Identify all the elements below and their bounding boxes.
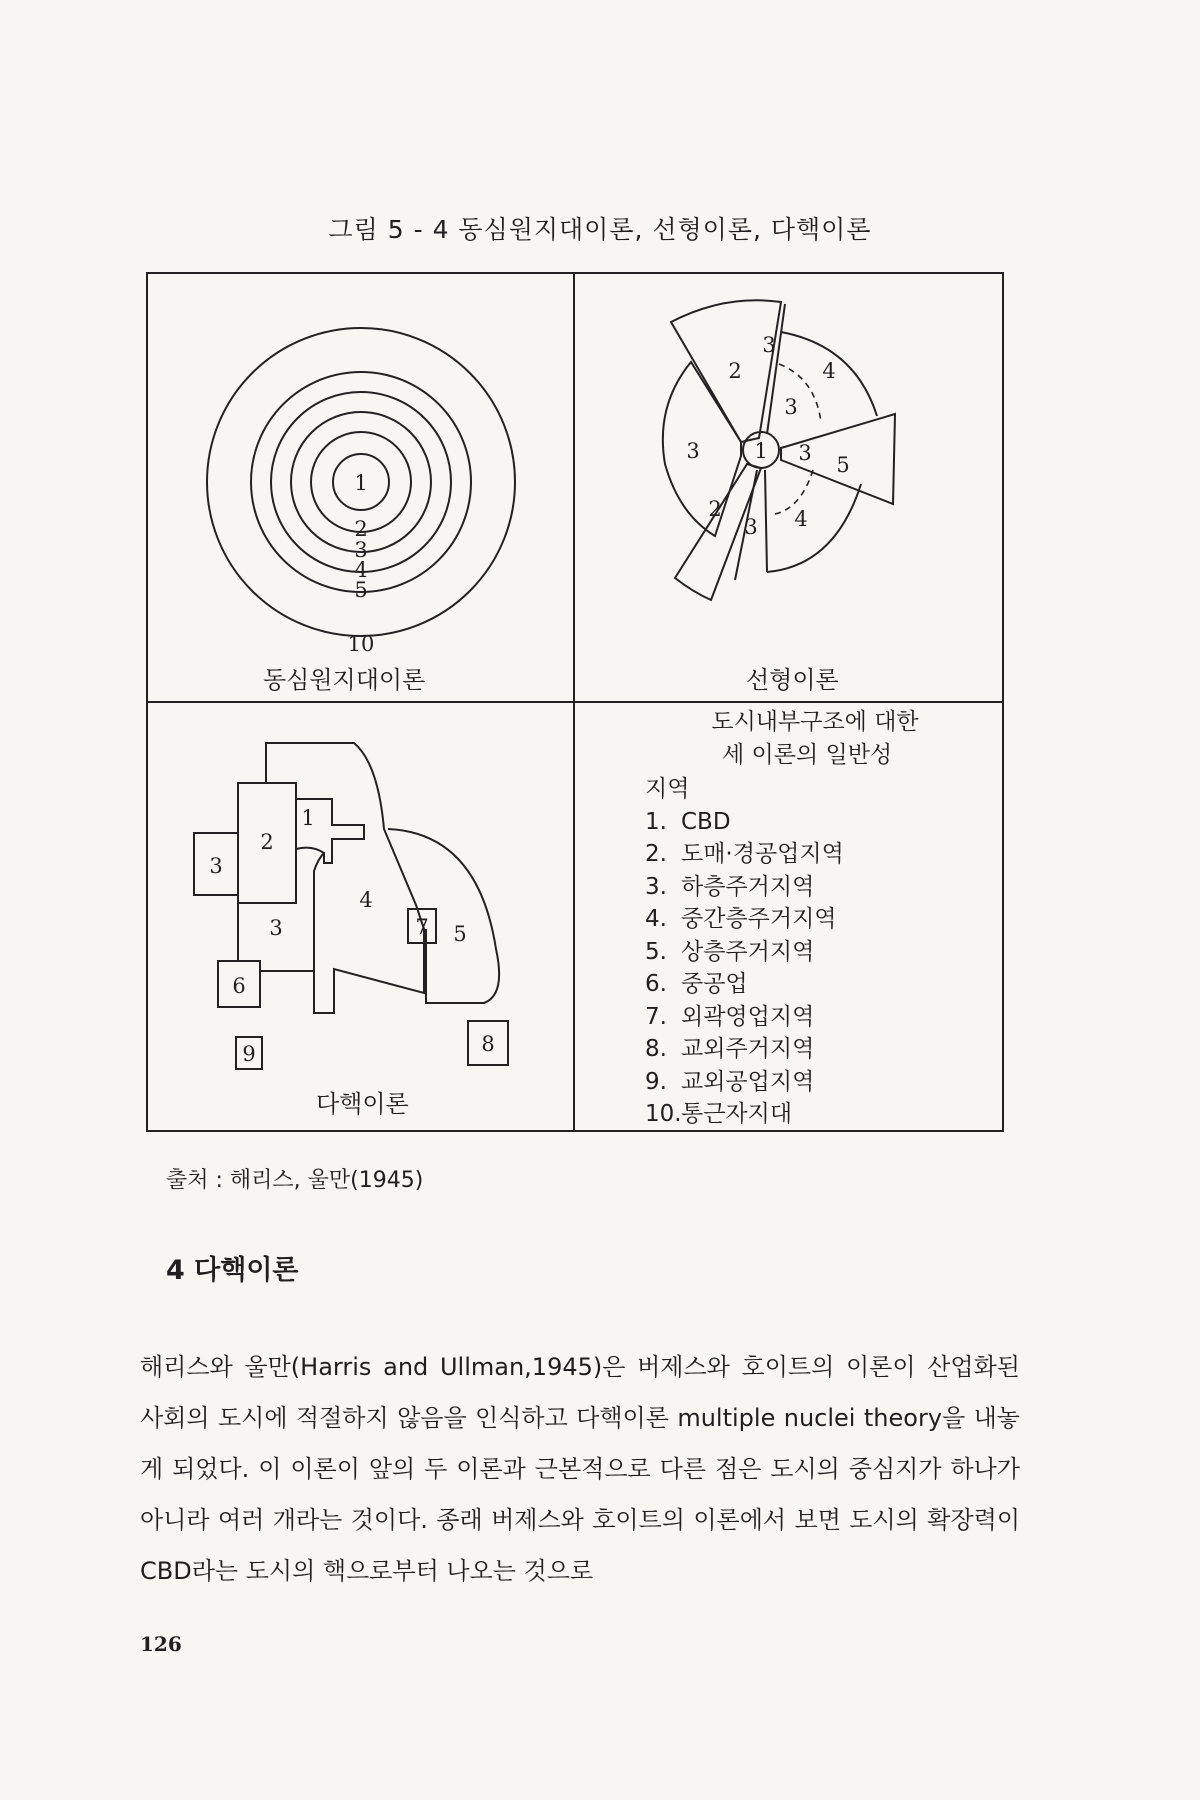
legend-item <box>645 968 985 1001</box>
ring-label-4: 4 <box>354 558 368 582</box>
sector-model-label: 선형이론 <box>746 666 839 694</box>
sector-num-3a: 3 <box>762 333 776 357</box>
sector-line-b <box>765 470 767 572</box>
legend-item-text: 하층주거지역 <box>681 873 815 900</box>
nuclei-num-6: 6 <box>232 974 246 998</box>
legend-item-text: 교외주거지역 <box>681 1036 815 1062</box>
legend-item-text: 중간층주거지역 <box>681 906 837 932</box>
legend-item-text: 외곽영업지역 <box>681 1003 815 1030</box>
nuclei-num-8: 8 <box>481 1032 495 1056</box>
sector-num-3c: 3 <box>784 395 798 419</box>
concentric-zone-label: 동심원지대이론 <box>263 666 426 694</box>
legend-item-number: 2. <box>645 841 667 867</box>
legend-item-number: 8. <box>645 1036 667 1062</box>
legend-item <box>645 806 985 839</box>
legend-item-number: 5. <box>645 938 667 965</box>
page-number: 126 <box>140 1632 182 1656</box>
legend-list <box>645 806 985 1131</box>
nuclei-num-3a: 3 <box>209 854 223 878</box>
sector-num-3b: 3 <box>686 439 700 463</box>
multiple-nuclei-label: 다핵이론 <box>316 1090 409 1118</box>
sector-num-cbd: 1 <box>754 439 768 463</box>
legend-item <box>645 838 985 871</box>
nuclei-num-4: 4 <box>359 888 373 912</box>
figure-frame <box>146 272 1004 1132</box>
legend-item-text: 상층주거지역 <box>681 938 815 965</box>
legend-item-text: 도매·경공업지역 <box>681 841 844 867</box>
legend-item-text: 중공업 <box>681 971 748 997</box>
legend-title: 도시내부구조에 대한 <box>711 709 919 735</box>
nuclei-zone-5 <box>388 829 499 1003</box>
sector-num-3e: 3 <box>744 515 758 539</box>
sector-num-2b: 2 <box>708 497 722 521</box>
legend-item <box>645 1033 985 1066</box>
legend-header: 지역 <box>645 776 690 802</box>
sector-wedge-left <box>663 362 741 536</box>
sector-model-diagram <box>575 274 1005 702</box>
nuclei-num-3b: 3 <box>269 916 283 940</box>
sector-num-3d: 3 <box>798 441 812 465</box>
legend-item-number: 6. <box>645 971 667 997</box>
section-heading: 4 다핵이론 <box>166 1255 299 1286</box>
multiple-nuclei-diagram <box>148 703 574 1132</box>
figure-caption: 그림 5 - 4 동심원지대이론, 선형이론, 다핵이론 <box>328 215 872 244</box>
legend-item <box>645 903 985 936</box>
ring-label-5: 5 <box>354 578 368 602</box>
sector-wedge-upper <box>671 300 781 442</box>
body-paragraph <box>140 1342 1020 1597</box>
nuclei-num-1: 1 <box>301 806 315 830</box>
body-paragraph-text: 해리스와 울만(Harris and Ullman,1945)은 버제스와 호이트의 이론이 산업화된 사회의 도시에 적절하지 않음을 인식하고 다핵이론 multiple nuclei theory을 내놓게 되었다. 이 이론이 앞의 두 이론과 근본적으로 다른 점은 도시의 중심지가 하나가 아니라 여러 개라는 것이다. 종래 버제스와 호이트의 이론에서 보면 도시의 확장력이 CBD라는 도시의 핵으로부터 나오는 것으로 <box>140 1353 1020 1585</box>
nuclei-num-2: 2 <box>260 830 274 854</box>
legend-item <box>645 1066 985 1099</box>
ring-label-1: 1 <box>354 471 368 495</box>
sector-num-5: 5 <box>836 453 850 477</box>
nuclei-num-9: 9 <box>242 1042 256 1066</box>
ring-label-2: 2 <box>354 517 368 541</box>
legend-item-number: 9. <box>645 1068 667 1095</box>
figure-legend <box>645 706 985 1131</box>
legend-item-text: CBD <box>681 808 731 835</box>
nuclei-num-5: 5 <box>453 922 467 946</box>
legend-item <box>645 1098 985 1131</box>
concentric-zone-diagram <box>148 274 574 702</box>
figure-source: 출처 : 해리스, 울만(1945) <box>166 1168 424 1193</box>
legend-item-number: 10. <box>645 1101 682 1127</box>
legend-subtitle: 세 이론의 일반성 <box>722 741 893 768</box>
sector-num-4b: 4 <box>794 507 808 531</box>
legend-item-text: 통근자지대 <box>681 1101 793 1127</box>
legend-item-number: 3. <box>645 873 667 900</box>
ring-label-3: 3 <box>354 538 368 562</box>
legend-item <box>645 871 985 904</box>
sector-num-4a: 4 <box>822 359 836 383</box>
legend-item <box>645 936 985 969</box>
legend-item <box>645 1001 985 1034</box>
legend-item-number: 4. <box>645 906 667 932</box>
ring-label-10: 10 <box>347 632 375 656</box>
legend-item-number: 1. <box>645 808 667 835</box>
sector-num-2a: 2 <box>728 359 742 383</box>
nuclei-num-7: 7 <box>415 915 429 939</box>
legend-item-text: 교외공업지역 <box>681 1068 815 1095</box>
sector-arc-lower-right <box>767 484 861 572</box>
legend-item-number: 7. <box>645 1003 667 1030</box>
